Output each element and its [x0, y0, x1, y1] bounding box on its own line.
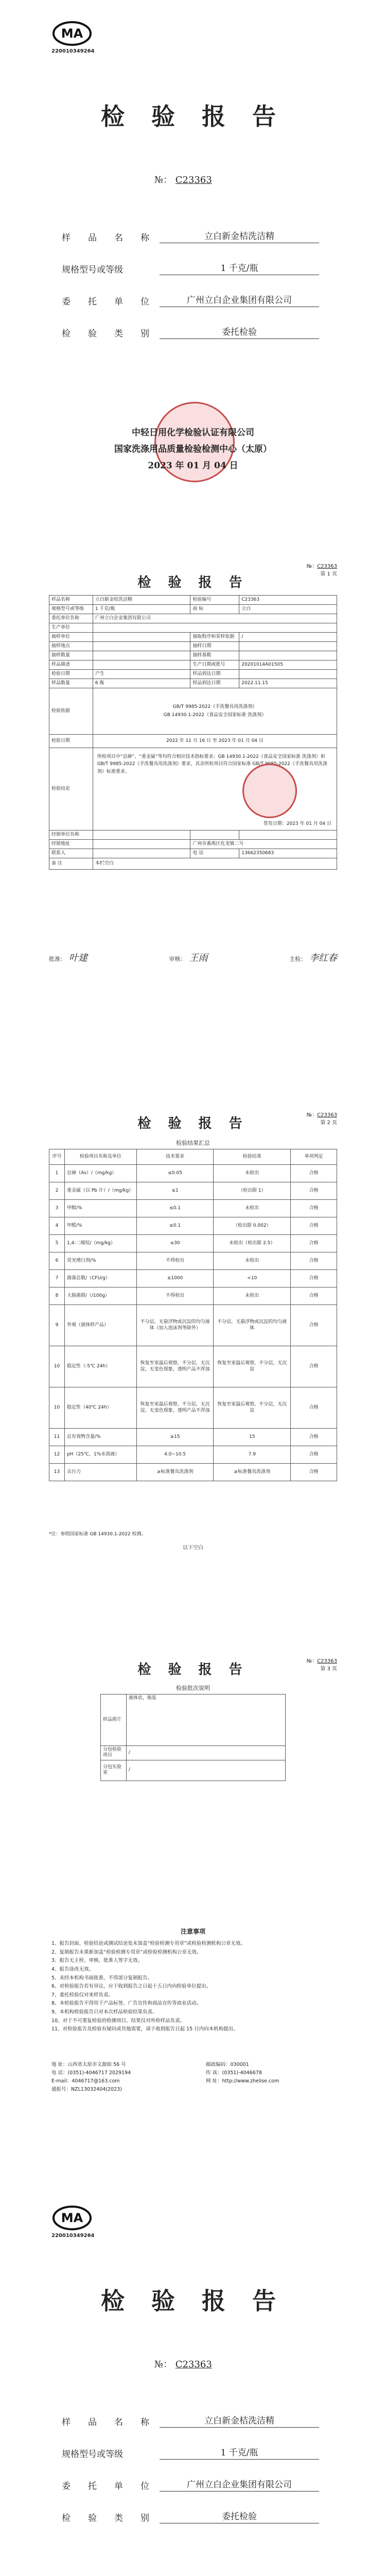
- approve-signature: 叶建: [69, 953, 87, 963]
- table-row: [49, 633, 337, 642]
- conclusion-seal: [242, 764, 297, 818]
- row-value: /: [126, 1746, 285, 1760]
- website-link[interactable]: http://www.zhelise.com: [222, 2078, 279, 2084]
- table-cell: 8: [49, 1287, 65, 1305]
- email-link[interactable]: 4046717@163.com: [72, 2078, 120, 2084]
- row-value: 液体状，瓶装: [126, 1694, 285, 1746]
- table-cell: 稳定性（40℃ 24h）: [64, 1387, 136, 1429]
- table-cell: 不分层，无悬浮物或沉淀的均匀液体（加入泡沫剂等除外）: [136, 1305, 214, 1346]
- row-value: /: [239, 633, 337, 642]
- table-cell: 7: [49, 1270, 65, 1287]
- table-cell: 合格: [291, 1235, 337, 1252]
- table-row: [49, 623, 337, 633]
- table-row: [49, 596, 337, 605]
- row-value: [93, 642, 190, 651]
- page-header: №：C23363 第 3 页: [275, 1656, 337, 1672]
- column-header: 检验结果: [214, 1149, 291, 1165]
- table-cell: 未检出: [214, 1165, 291, 1182]
- table-cell: 不得检出: [136, 1252, 214, 1270]
- note-item: 11、对检验报告及检验有疑问或其他需要，请于收到报告日起 15 日内向本机构提出。: [51, 2026, 238, 2032]
- table-row: [101, 1694, 286, 1746]
- table-cell: 重金属（以 Pb 计）/（mg/kg）: [64, 1182, 136, 1200]
- table-cell: 15: [214, 1429, 291, 1446]
- cover-page: [0, 0, 386, 515]
- row-value: [239, 670, 337, 679]
- row-value: 1 千克/瓶: [93, 605, 190, 614]
- cover-report-no: №： C23363: [154, 2359, 212, 2370]
- table-row: [49, 1200, 337, 1217]
- page-number: 第 2 页: [320, 1120, 337, 1126]
- row-label: 抽样数量: [49, 651, 93, 660]
- field-value: 委托检验: [160, 325, 319, 339]
- field-row: [62, 2396, 319, 2428]
- table-cell: 3: [49, 1200, 65, 1217]
- results-blank-line: 以下空白: [183, 1545, 203, 1551]
- table-row: [49, 660, 337, 670]
- row-value: /: [126, 1760, 285, 1781]
- table-row: [49, 1464, 337, 1481]
- table-row: [49, 679, 337, 688]
- table-cell: 总砷（As）/（mg/kg）: [64, 1165, 136, 1182]
- date-value: 2022 年 11 月 16 日 至 2023 年 01 月 04 日: [93, 735, 337, 748]
- page-title: 检 验 报 告: [137, 1662, 249, 1677]
- report-page-3: [0, 1638, 386, 2154]
- field-value: 广州立白企业集团有限公司: [160, 293, 319, 307]
- table-row: [49, 1446, 337, 1464]
- table-cell: 去污力: [64, 1464, 136, 1481]
- table-cell: ≤0.05: [136, 1165, 214, 1182]
- table-cell: 7.9: [214, 1446, 291, 1464]
- table-cell: 合格: [291, 1305, 337, 1346]
- page-header: №：C23363 第 2 页: [275, 1110, 337, 1126]
- page-subtitle: 检验结果汇总: [176, 1140, 210, 1146]
- row-value: 立白新金桔洗洁精: [93, 596, 190, 605]
- registration-number: NZL13032404(2023): [71, 2087, 122, 2093]
- table-cell: 大肠菌群/（/100g）: [64, 1287, 136, 1305]
- table-cell: ≥标准餐具洗涤剂: [214, 1464, 291, 1481]
- table-cell: 未检出: [214, 1200, 291, 1217]
- table-cell: ≤30: [136, 1235, 214, 1252]
- contact-block: 地 址：山西省太原市文源街 56 号 邮政编码：030001 电 话：(0351)-4046717 2029194 传 真：(0351)-4046678 E-mail：4046717@163.com 网 址：http://www.zhelise.com 通报号：NZL13032404(2023): [51, 2062, 279, 2093]
- table-cell: ≤1000: [136, 1270, 214, 1287]
- table-cell: 稳定性（-5℃ 24h）: [64, 1346, 136, 1387]
- ma-mark-icon: [51, 21, 93, 46]
- table-cell: 合格: [291, 1464, 337, 1481]
- table-cell: 未检出: [214, 1252, 291, 1270]
- review-signature: 王雨: [189, 953, 208, 963]
- cover-title: 检 验 报 告: [100, 2287, 286, 2315]
- note-item: 6、对检验报告若有异议，应于收到报告之日起十五日内向检验单位提出。: [51, 1984, 212, 1990]
- table-row: [49, 1182, 337, 1200]
- table-cell: 合格: [291, 1200, 337, 1217]
- row-label: 检验编号: [190, 596, 239, 605]
- table-cell: 恢复至室温后观察，不分层，无沉淀，无变色现象，透明产品不浑浊: [136, 1346, 214, 1387]
- table-cell: 5: [49, 1235, 65, 1252]
- table-cell: 合格: [291, 1182, 337, 1200]
- field-label: 检验类别: [62, 2513, 149, 2523]
- table-cell: 荧光增白剂/%: [64, 1252, 136, 1270]
- field-value: 委托检验: [160, 2509, 319, 2523]
- row-label: 抽样单位: [49, 633, 93, 642]
- table-row: [49, 1235, 337, 1252]
- field-value: 1 千克/瓶: [160, 2445, 319, 2460]
- table-row: [49, 748, 337, 831]
- table-cell: ≥标准餐具洗涤剂: [136, 1464, 214, 1481]
- table-row: [49, 1270, 337, 1287]
- page-title: 检 验 报 告: [137, 1116, 249, 1131]
- column-header: 技术要求: [136, 1149, 214, 1165]
- field-label: 检验类别: [62, 329, 149, 339]
- table-cell: 合格: [291, 1252, 337, 1270]
- table-cell: 4.0~10.5: [136, 1446, 214, 1464]
- note-item: 4、报告涂改无效。: [51, 1966, 94, 1972]
- table-header-row: [49, 1149, 337, 1165]
- table-cell: ≤0.1: [136, 1200, 214, 1217]
- row-label: 样品名称: [49, 596, 93, 605]
- row-label: 样品照片: [101, 1694, 127, 1746]
- field-value: 立白新金桔洗洁精: [160, 2413, 319, 2428]
- row-value: 6 瓶: [93, 679, 190, 688]
- row-label: 规格型号或等级: [49, 605, 93, 614]
- page-number: 第 1 页: [320, 571, 337, 577]
- field-label: 委托单位: [62, 2481, 149, 2492]
- column-header: 检验项目名称及单位: [64, 1149, 136, 1165]
- contact-label: 经销单位名称: [49, 831, 93, 840]
- table-cell: 10: [49, 1346, 65, 1387]
- address: 山西省太原市文源街 56 号: [67, 2062, 126, 2067]
- page-header: №：C23363 第 1 页: [275, 562, 337, 577]
- table-cell: （检出限 1）: [214, 1182, 291, 1200]
- report-no-label: №：: [154, 175, 173, 185]
- page-title: 检 验 报 告: [137, 575, 249, 590]
- basis-line-2: GB 14930.1-2022《食品安全国家标准 洗涤剂》: [163, 712, 267, 718]
- row-label: 抽样基数: [190, 651, 239, 660]
- table-row: [101, 1746, 286, 1760]
- note-item: 5、未经本机构书面批准，不得部分复制报告。: [51, 1975, 153, 1981]
- field-label: 规格型号或等级: [62, 2449, 123, 2460]
- notes-list: [51, 1940, 340, 2034]
- table-cell: 恢复至室温后观察，不分层，无沉淀: [214, 1346, 291, 1387]
- cover-fields: [62, 2396, 319, 2523]
- table-cell: 菌落总数/（CFU/g）: [64, 1270, 136, 1287]
- row-value: [93, 633, 190, 642]
- table-cell: 未检出: [214, 1287, 291, 1305]
- table-cell: 总有效物含量/%: [64, 1429, 136, 1446]
- conclusion-label: 检验结论: [49, 748, 93, 831]
- table-row: [49, 1217, 337, 1235]
- row-value: 产生: [93, 670, 190, 679]
- note-item: 2、复制报告未重新加盖“检验检测专用章”或检验检测机构公章无效。: [51, 1949, 202, 1955]
- date-label: 检验日期: [49, 735, 93, 748]
- row-label: 分包实验室: [101, 1760, 127, 1781]
- postcode: 030001: [230, 2062, 249, 2067]
- table-cell: 合格: [291, 1217, 337, 1235]
- cover-date: 2023 年 01 月 04 日: [148, 461, 238, 471]
- ma-number: 220010349264: [51, 48, 95, 54]
- field-value: 1 千克/瓶: [160, 261, 319, 275]
- remark-value: 本栏空白: [93, 858, 337, 870]
- table-row: [49, 651, 337, 660]
- results-table: [49, 1149, 337, 1481]
- main-label: 主检：: [289, 956, 306, 962]
- field-row: [62, 2460, 319, 2492]
- ma-mark-icon: [51, 2205, 93, 2231]
- field-label: 规格型号或等级: [62, 265, 123, 275]
- row-label: 委托单位名称: [49, 614, 93, 623]
- seal-caption: 签发日期：2023 年 01 月 04 日: [263, 821, 331, 826]
- note-item: 8、本检验报告不得用于产品标签、广告宣传和商品宣传等商业活动。: [51, 2001, 202, 2007]
- field-label: 样品名称: [62, 2417, 149, 2428]
- report-page-1: [0, 546, 386, 1061]
- table-cell: 未检出（检出限 2.5）: [214, 1235, 291, 1252]
- table-cell: 不分层，无悬浮物或沉淀的均匀液体: [214, 1305, 291, 1346]
- ma-logo: [51, 21, 93, 54]
- table-cell: 1: [49, 1165, 65, 1182]
- fax: (0351)-4046678: [222, 2070, 262, 2076]
- table-cell: 合格: [291, 1346, 337, 1387]
- row-label: 抽样日期: [190, 642, 239, 651]
- row-value: [93, 623, 337, 633]
- signature-row: [49, 951, 337, 964]
- row-label: 商 标: [190, 605, 239, 614]
- note-item: 9、本机构检验报告只对本次样品检验结果负责。: [51, 2009, 157, 2015]
- table-cell: 4: [49, 1217, 65, 1235]
- cover-title: 检 验 报 告: [100, 103, 286, 130]
- field-row: [62, 275, 319, 307]
- table-cell: 甲醇/%: [64, 1200, 136, 1217]
- row-label: 样品描述: [49, 660, 93, 670]
- table-cell: ≥15: [136, 1429, 214, 1446]
- field-row: [62, 211, 319, 243]
- page-subtitle: 检验批次说明: [176, 1685, 210, 1691]
- table-cell: 外观（液体样产品）: [64, 1305, 136, 1346]
- ma-label: MA: [61, 2211, 83, 2225]
- table-cell: ≤0.1: [136, 1217, 214, 1235]
- table-row: [49, 1429, 337, 1446]
- cover-report-no: [154, 173, 212, 186]
- sample-table: [100, 1694, 286, 1781]
- row-value: 广州立白企业集团有限公司: [93, 614, 337, 623]
- table-row: [49, 688, 337, 735]
- field-row: [62, 307, 319, 339]
- field-label: 样品名称: [62, 233, 149, 243]
- table-cell: 甲醛/%: [64, 1217, 136, 1235]
- ma-label: MA: [61, 26, 83, 41]
- table-cell: 1,4-二噁烷/（mg/kg）: [64, 1235, 136, 1252]
- field-row: [62, 243, 319, 275]
- page-number: 第 3 页: [320, 1666, 337, 1672]
- cover-page-repeat: [0, 2184, 386, 2576]
- row-value: 立白: [239, 605, 337, 614]
- cover-org-2: 国家洗涤用品质量检验检测中心（太原）: [114, 444, 272, 454]
- table-cell: 合格: [291, 1287, 337, 1305]
- notes-title: 注意事项: [180, 1928, 205, 1935]
- info-table: [49, 595, 337, 870]
- results-footnote: *注：参照国家标准 GB 14930.1-2022 检测。: [49, 1532, 146, 1537]
- remark-label: 备 注: [49, 858, 93, 870]
- table-row: [49, 1346, 337, 1387]
- main-signature: 李红春: [309, 953, 337, 963]
- row-label: 样品到达日期: [190, 679, 239, 688]
- field-value: 立白新金桔洗洁精: [160, 229, 319, 243]
- field-row: [62, 2428, 319, 2460]
- note-item: 1、报告封面、检验结论或测试结论处未加盖“检验检测专用章”或检验检测机构公章无效。: [51, 1941, 245, 1946]
- field-row: [62, 2492, 319, 2523]
- basis-label: 检验依据: [49, 688, 93, 735]
- table-row: [49, 1305, 337, 1346]
- table-row: [49, 1287, 337, 1305]
- table-cell: 11: [49, 1429, 65, 1446]
- note-item: 7、委托检验仅对来样负责。: [51, 1992, 114, 1998]
- table-row: 经销地址 广州市番禺区化龙镇二号: [49, 840, 337, 849]
- table-row: [49, 642, 337, 651]
- row-label: 抽取程序和采样依据: [190, 633, 239, 642]
- table-cell: 合格: [291, 1429, 337, 1446]
- row-label: 抽样地点: [49, 642, 93, 651]
- table-row: [49, 1252, 337, 1270]
- note-item: 3、报告无主检、审核、批准人签字无效。: [51, 1958, 143, 1964]
- table-cell: 恢复至室温后观察，不分层，无沉淀，无变色现象，透明产品不浑浊: [136, 1387, 214, 1429]
- row-value: 2022.11.15: [239, 679, 337, 688]
- table-cell: 合格: [291, 1387, 337, 1429]
- table-cell: 2: [49, 1182, 65, 1200]
- row-label: 生产单位: [49, 623, 93, 633]
- row-label: 样品到达日期: [190, 670, 239, 679]
- table-cell: 12: [49, 1446, 65, 1464]
- column-header: 序号: [49, 1149, 65, 1165]
- table-row: [49, 858, 337, 870]
- table-cell: 恢复至室温后观察，不分层，无沉淀: [214, 1387, 291, 1429]
- table-cell: 13: [49, 1464, 65, 1481]
- row-value: [239, 651, 337, 660]
- cover-fields: [62, 211, 319, 339]
- table-cell: 合格: [291, 1270, 337, 1287]
- table-cell: 合格: [291, 1446, 337, 1464]
- field-label: 委托单位: [62, 297, 149, 307]
- note-item: 10、对于不可重复检验的检测项目，结果仅对所检样品负责。: [51, 2018, 185, 2024]
- row-value: [93, 651, 190, 660]
- table-cell: 合格: [291, 1165, 337, 1182]
- basis-line-1: GB/T 9985-2022《手洗餐具用洗涤剂》: [172, 704, 257, 710]
- row-value: [93, 660, 190, 670]
- approve-label: 批准：: [49, 956, 66, 962]
- row-label: 生产日期或批号: [190, 660, 239, 670]
- row-value: [239, 642, 337, 651]
- table-row: [101, 1760, 286, 1781]
- phone: (0351)-4046717 2029194: [67, 2070, 131, 2076]
- field-value: 广州立白企业集团有限公司: [160, 2477, 319, 2492]
- column-header: 单项判定: [291, 1149, 337, 1165]
- table-cell: ≤1: [136, 1182, 214, 1200]
- row-value: 20201014A01505: [239, 660, 337, 670]
- row-value: C23363: [239, 596, 337, 605]
- table-row: [49, 605, 337, 614]
- table-row: [49, 614, 337, 623]
- table-cell: <10: [214, 1270, 291, 1287]
- table-row: [49, 831, 337, 840]
- contact-label: 联系人: [49, 849, 93, 858]
- table-row: [49, 1165, 337, 1182]
- report-page-2: [0, 1092, 386, 1607]
- report-no-value: C23363: [175, 175, 212, 185]
- table-cell: （检出限 0.002）: [214, 1217, 291, 1235]
- table-cell: 6: [49, 1252, 65, 1270]
- review-label: 审核：: [169, 956, 186, 962]
- row-label: 样品数量: [49, 679, 93, 688]
- contact-label: 经销地址: [49, 840, 93, 849]
- table-cell: 不得检出: [136, 1287, 214, 1305]
- table-row: [49, 1387, 337, 1429]
- row-label: 检验日期: [49, 670, 93, 679]
- table-cell: 9: [49, 1305, 65, 1346]
- table-cell: pH（25℃，1%水溶液）: [64, 1446, 136, 1464]
- table-row: [49, 735, 337, 748]
- table-row: 联系人 电 话 13662350683: [49, 849, 337, 858]
- cover-org-1: 中轻日用化学检验认证有限公司: [132, 428, 254, 438]
- table-cell: 10: [49, 1387, 65, 1429]
- conclusion-text: 所检项目中“总砷”、“重金属”等均符合相应技术指标要求；GB 14930.1-2022《食品安全国家标准 洗涤剂》和GB/T 9985-2022《手洗餐具用洗涤剂》要求，其余所检项目符合国家标准 GB/T 9985-2022《手洗餐具用洗涤剂》标准要求。: [97, 754, 327, 774]
- row-label: 分包检验项目: [101, 1746, 127, 1760]
- ma-number: 220010349264: [51, 2233, 95, 2239]
- table-row: [49, 670, 337, 679]
- ma-logo: [51, 2205, 93, 2238]
